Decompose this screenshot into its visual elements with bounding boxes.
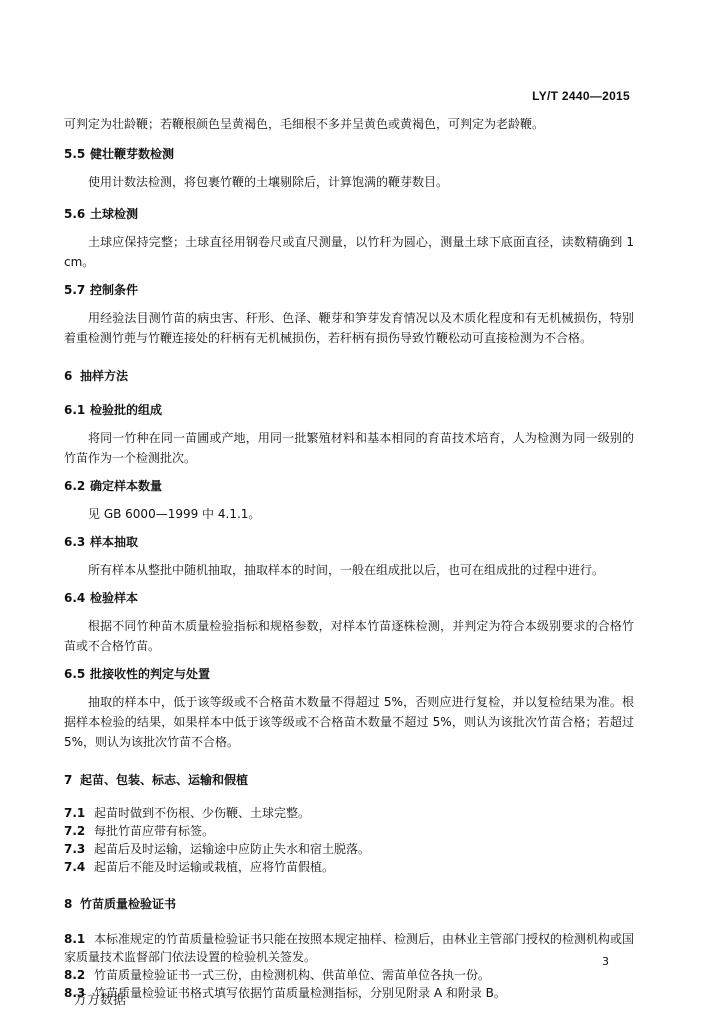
section-heading-5-7: 5.7 控制条件 [64, 283, 139, 297]
section-heading-5-5: 5.5 健壮鞭芽数检测 [64, 147, 175, 161]
list-8 [64, 930, 634, 1002]
section-text-5-6: 土球应保持完整；土球直径用钢卷尺或直尺测量，以竹秆为圆心，测量土球下底面直径，读数精确到 1 cm。 [64, 235, 634, 269]
page-number: 3 [602, 955, 609, 968]
section-text-6-4: 根据不同竹种苗木质量检验指标和规格参数，对样本竹苗逐株检测，并判定为符合本级别要求的合格竹苗或不合格竹苗。 [64, 619, 634, 653]
section-heading-6-2: 6.2 确定样本数量 [64, 479, 163, 493]
section-heading-6-5: 6.5 批接收性的判定与处置 [64, 667, 211, 681]
section-text-5-5: 使用计数法检测，将包裹竹鞭的土壤剔除后，计算饱满的鞭芽数目。 [88, 175, 449, 189]
section-heading-6-1: 6.1 检验批的组成 [64, 403, 163, 417]
document-body [64, 114, 634, 1002]
section-text-5-7: 用经验法目测竹苗的病虫害、秆形、色泽、鞭芽和笋芽发育情况以及木质化程度和有无机械损伤，特别着重检测竹蔸与竹鞭连接处的秆柄有无机械损伤，若秆柄有损伤导致竹鞭松动可直接检测为不合格。 [64, 311, 634, 345]
watermark-text: 万方数据 [74, 993, 127, 1008]
section-text-6-5: 抽取的样本中，低于该等级或不合格苗木数量不得超过 5%，否则应进行复检，并以复检结果为准。根据样本检验的结果，如果样本中低于该等级或不合格苗木数量不超过 5%，则认为该批次竹苗合格；若超过 5%，则认为该批次竹苗不合格。 [64, 695, 634, 749]
chapter-heading-6: 6 抽样方法 [64, 369, 129, 383]
list-item-7-4: 7.4 起苗后不能及时运输或栽植，应将竹苗假植。 [64, 860, 335, 874]
section-heading-6-4: 6.4 检验样本 [64, 591, 139, 605]
chapter-heading-8: 8 竹苗质量检验证书 [64, 897, 177, 911]
list-item-7-1: 7.1 起苗时做到不伤根、少伤鞭、土球完整。 [64, 806, 311, 820]
list-7 [64, 804, 634, 876]
paragraph-continued: 可判定为壮龄鞭；若鞭根颜色呈黄褐色，毛细根不多并呈黄色或黄褐色，可判定为老龄鞭。 [64, 117, 545, 131]
section-text-6-1: 将同一竹种在同一苗圃或产地，用同一批繁殖材料和基本相同的育苗技术培育，人为检测为同一级别的竹苗作为一个检测批次。 [64, 431, 634, 465]
section-text-6-2: 见 GB 6000—1999 中 4.1.1。 [88, 507, 261, 521]
list-item-8-2: 8.2 竹苗质量检验证书一式三份，由检测机构、供苗单位、需苗单位各执一份。 [64, 968, 491, 982]
section-heading-6-3: 6.3 样本抽取 [64, 535, 139, 549]
list-item-8-3: 8.3 竹苗质量检验证书格式填写依据竹苗质量检测指标，分别见附录 A 和附录 B。 [64, 986, 506, 1000]
list-item-8-1: 8.1 本标准规定的竹苗质量检验证书只能在按照本规定抽样、检测后，由林业主管部门授权的检测机构或国家质量技术监督部门依法设置的检验机关签发。 [64, 932, 635, 964]
chapter-heading-7: 7 起苗、包装、标志、运输和假植 [64, 773, 249, 787]
section-text-6-3: 所有样本从整批中随机抽取，抽取样本的时间，一般在组成批以后，也可在组成批的过程中进行。 [88, 563, 605, 577]
list-item-7-3: 7.3 起苗后及时运输，运输途中应防止失水和宿土脱落。 [64, 842, 371, 856]
list-item-7-2: 7.2 每批竹苗应带有标签。 [64, 824, 215, 838]
standard-code: LY/T 2440—2015 [532, 89, 630, 103]
section-heading-5-6: 5.6 土球检测 [64, 207, 139, 221]
